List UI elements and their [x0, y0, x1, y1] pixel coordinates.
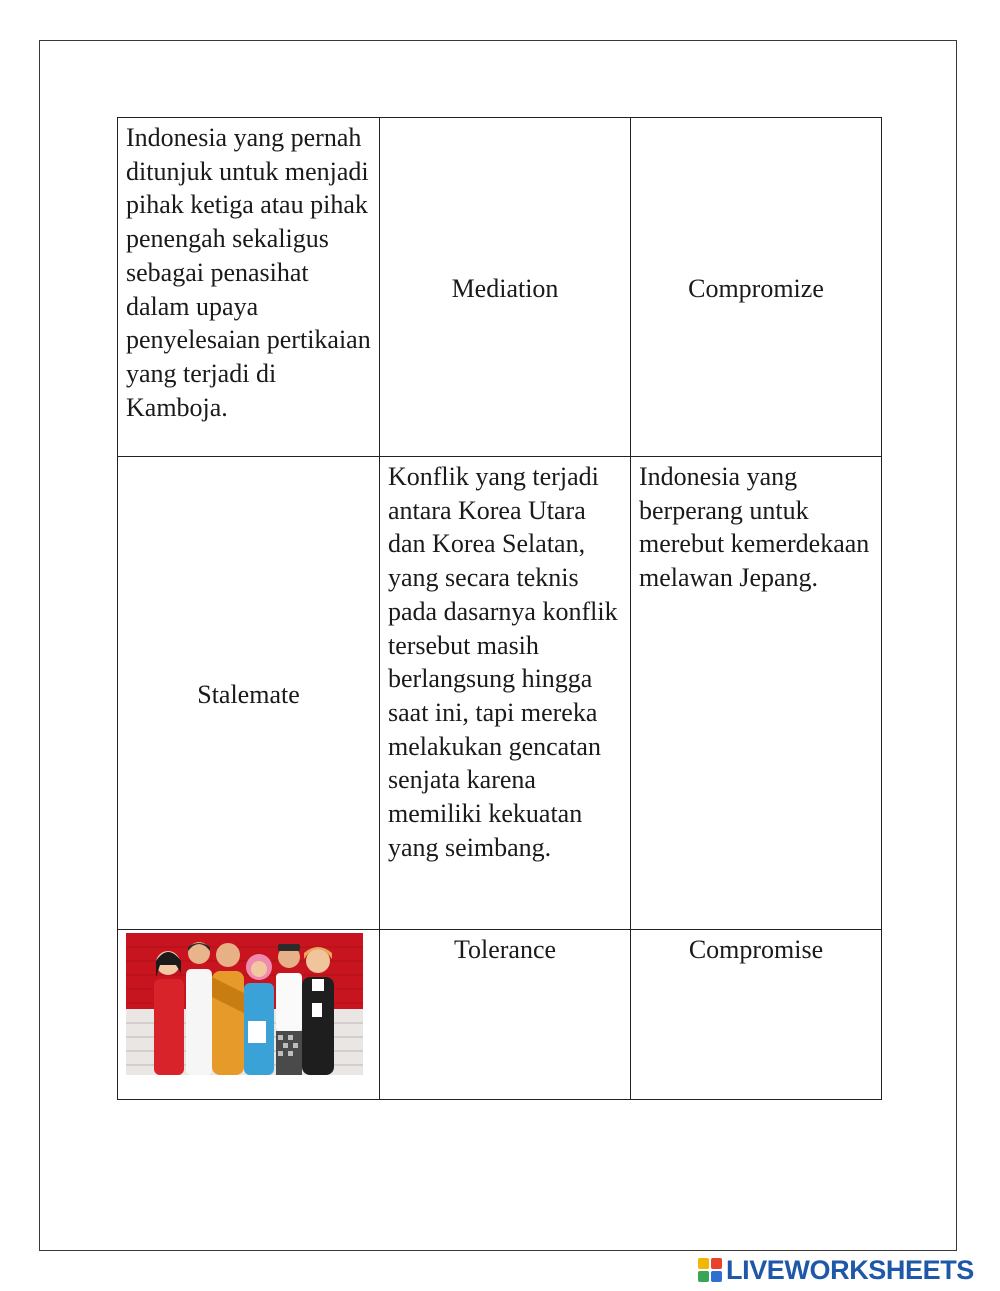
table-row: [118, 930, 882, 1100]
description-cambodia: Indonesia yang pernah ditunjuk untuk menjadi pihak ketiga atau pihak penengah sekaligus sebagai penasihat dalam upaya penyelesaian pertikaian yang terjadi di Kamboja.: [118, 118, 380, 457]
option-stalemate: Stalemate: [118, 457, 380, 930]
people-illustration: [126, 933, 363, 1075]
option-compromise: Compromise: [631, 930, 882, 1100]
table-row: [118, 457, 882, 930]
liveworksheets-logo: [698, 1255, 974, 1285]
option-tolerance: Tolerance: [380, 930, 631, 1100]
option-mediation: Mediation: [380, 118, 631, 457]
description-japan: Indonesia yang berperang untuk merebut kemerdekaan melawan Jepang.: [631, 457, 882, 930]
table-row: [118, 118, 882, 457]
tolerance-illustration: [126, 933, 363, 1075]
logo-icon: [698, 1258, 722, 1282]
logo-text: LIVEWORKSHEETS: [726, 1254, 974, 1285]
matching-table: [117, 117, 882, 1100]
image-cell: [118, 930, 380, 1100]
description-korea: Konflik yang terjadi antara Korea Utara dan Korea Selatan, yang secara teknis pada dasarnya konflik tersebut masih berlangsung hingga saat ini, tapi mereka melakukan gencatan senjata karena memiliki kekuatan yang seimbang.: [380, 457, 631, 930]
option-compromize: Compromize: [631, 118, 882, 457]
